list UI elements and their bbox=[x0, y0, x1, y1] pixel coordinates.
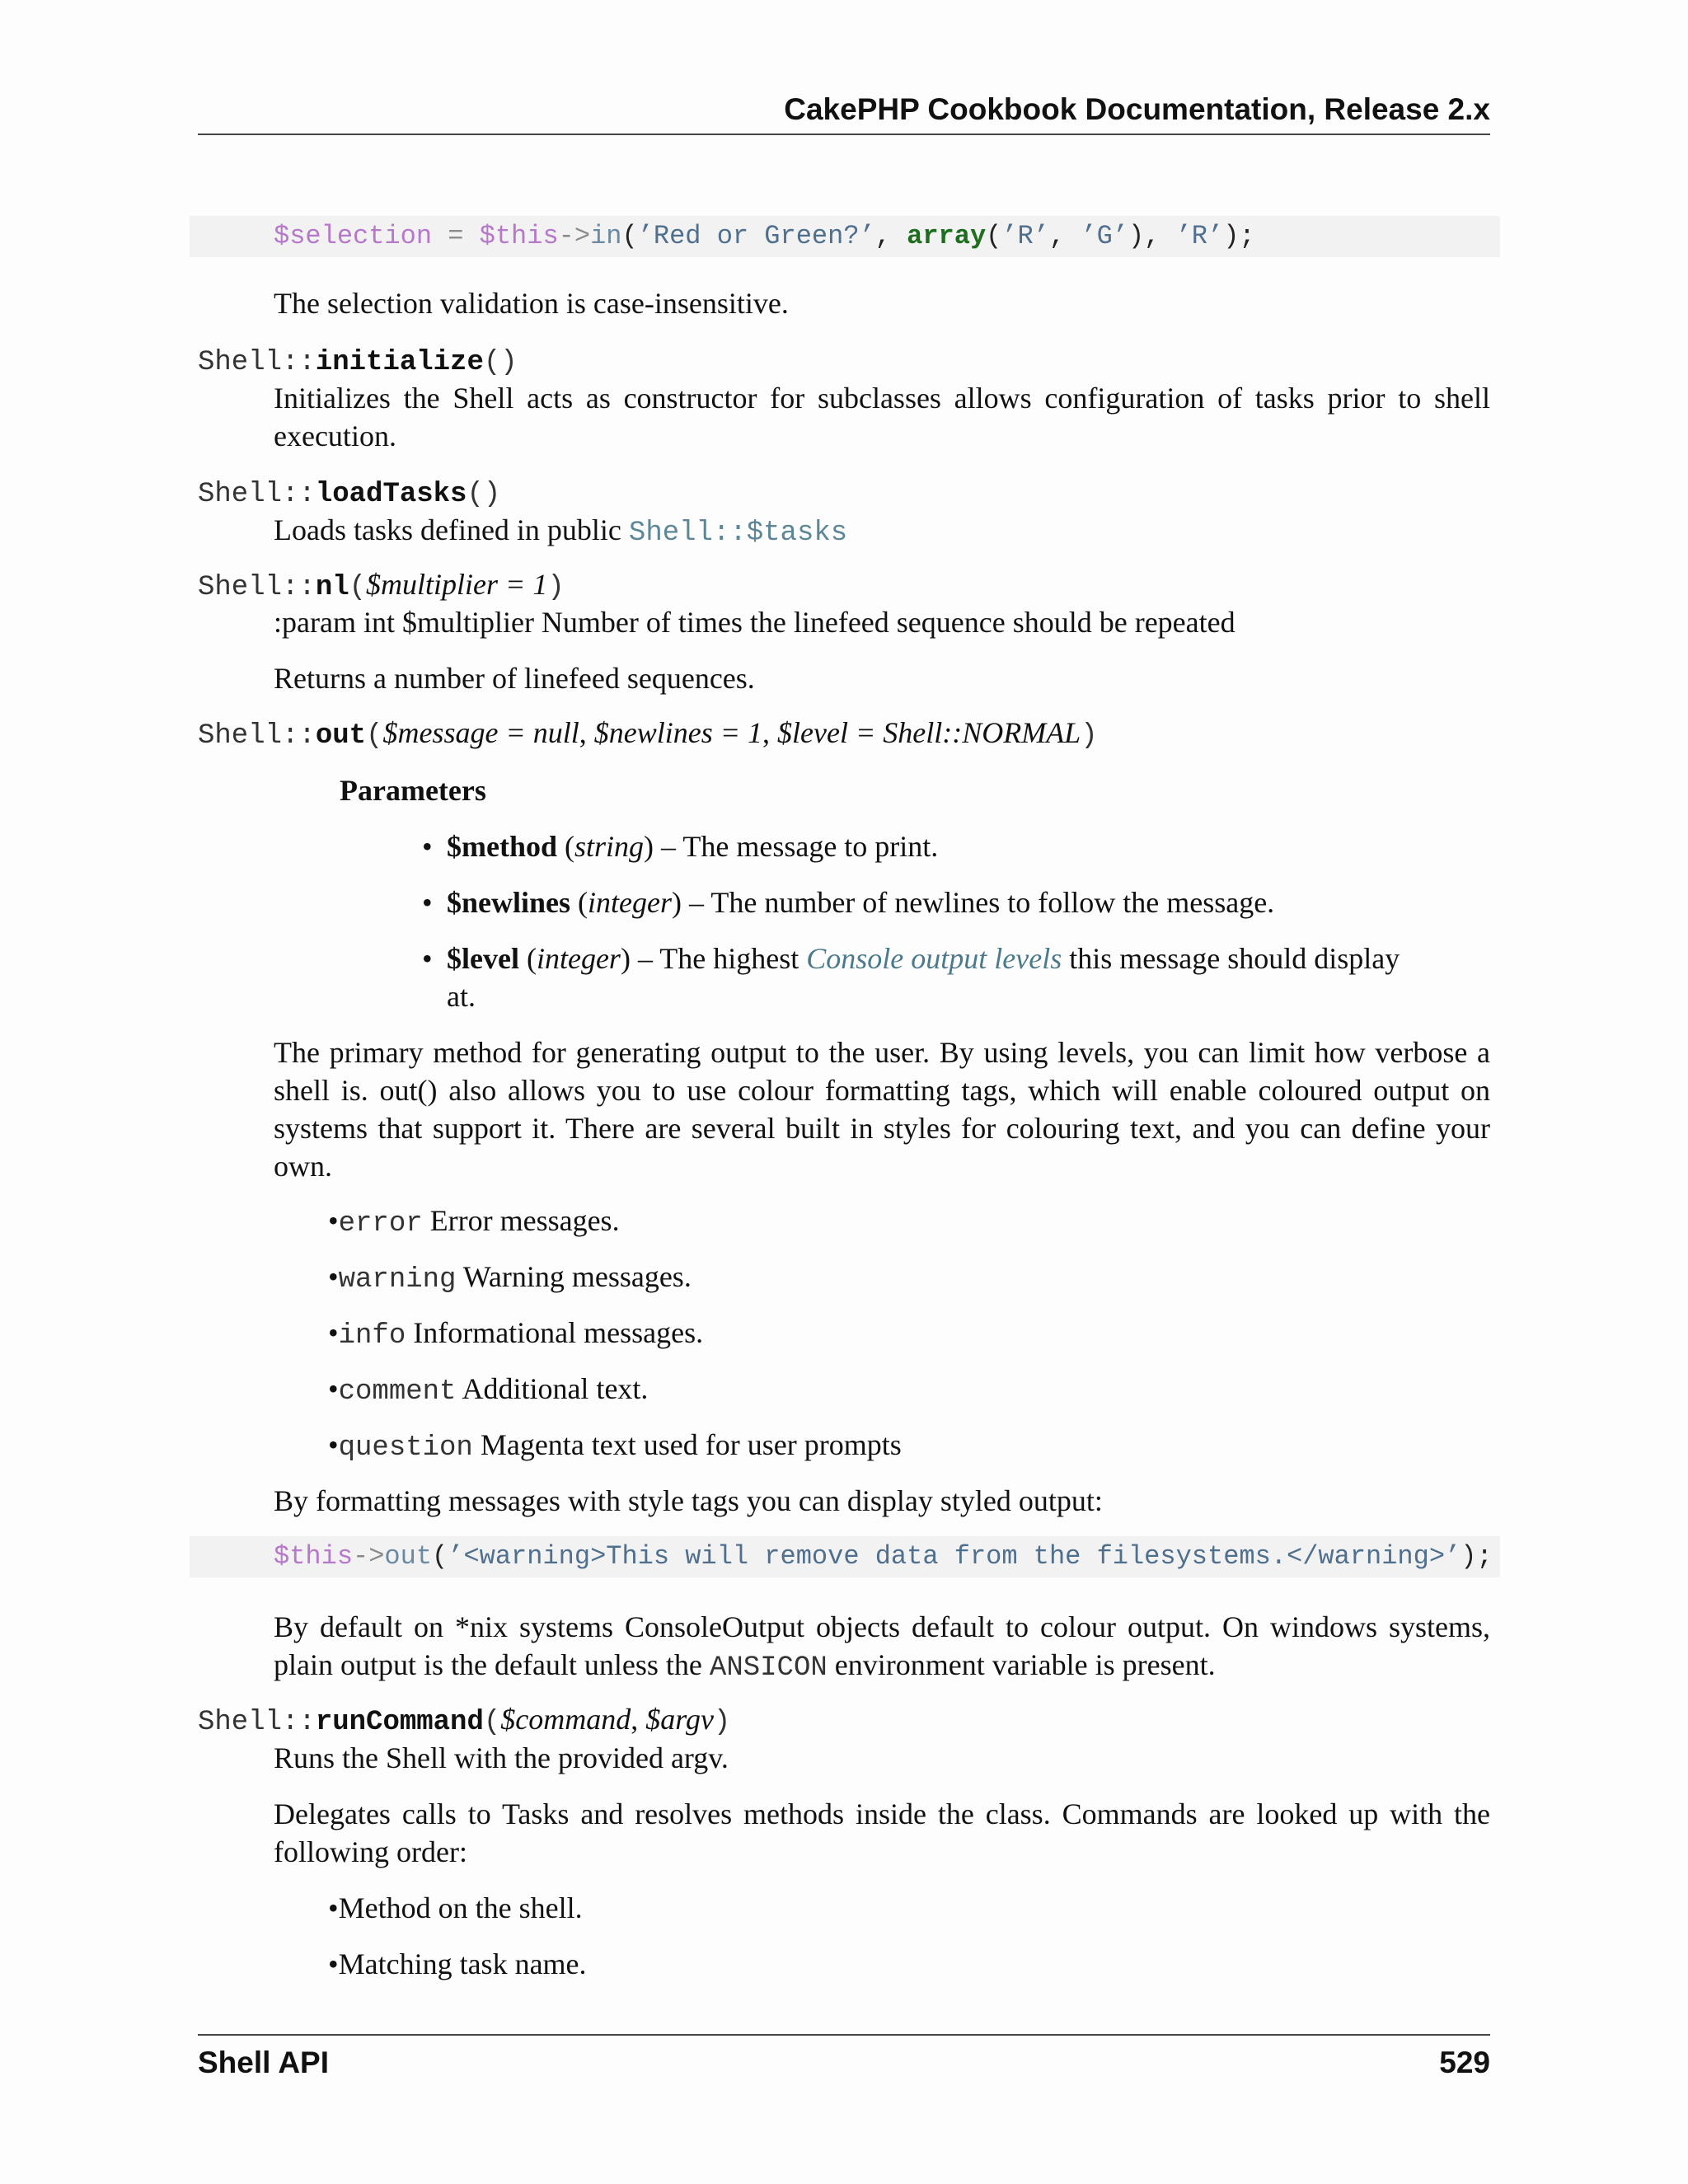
method-name: out bbox=[315, 720, 367, 752]
bullet: • bbox=[328, 1372, 339, 1405]
param-desc: – The message to print. bbox=[654, 830, 939, 863]
class-name: Shell:: bbox=[198, 347, 316, 378]
style-desc: Informational messages. bbox=[406, 1316, 704, 1349]
method-signature-out bbox=[198, 715, 1098, 752]
code-token: ( bbox=[621, 221, 638, 251]
style-tag: warning bbox=[338, 1264, 457, 1296]
description-text: Loads tasks defined in public bbox=[274, 513, 629, 546]
method-args: () bbox=[467, 479, 501, 510]
page-number: 529 bbox=[1439, 2046, 1490, 2079]
method-name: initialize bbox=[315, 347, 484, 378]
method-param: $argv bbox=[645, 1703, 714, 1736]
tasks-link[interactable]: Shell::$tasks bbox=[628, 518, 848, 549]
code-token: = bbox=[432, 221, 480, 251]
paren: ) bbox=[547, 572, 565, 603]
param-desc-continued: at. bbox=[447, 980, 476, 1013]
bullet: • bbox=[328, 1260, 339, 1293]
param-name: $level bbox=[447, 942, 519, 975]
paragraph: The selection validation is case-insensitive. bbox=[274, 287, 789, 320]
paren: ( bbox=[349, 572, 367, 603]
param-type: integer bbox=[588, 886, 672, 919]
style-tag: error bbox=[338, 1208, 423, 1240]
code-token: -> bbox=[558, 221, 591, 251]
style-item bbox=[328, 1258, 692, 1299]
method-signature-nl bbox=[198, 567, 565, 603]
order-item bbox=[328, 1945, 587, 1983]
style-item bbox=[328, 1314, 703, 1355]
paragraph: By formatting messages with style tags you can display styled output: bbox=[274, 1484, 1103, 1517]
code-token: $this bbox=[479, 221, 559, 251]
method-returns: Returns a number of linefeed sequences. bbox=[274, 662, 755, 695]
code-token: ’R’ bbox=[1175, 221, 1224, 251]
code-token: ’<warning>This will remove data from the filesystems.</warning>’ bbox=[448, 1541, 1461, 1572]
bullet: • bbox=[328, 1204, 339, 1237]
style-item bbox=[328, 1370, 648, 1411]
style-item bbox=[328, 1202, 620, 1243]
style-item bbox=[328, 1426, 902, 1467]
separator: , bbox=[631, 1703, 646, 1736]
method-description: Initializes the Shell acts as constructor for subclasses allows configuration of tasks prior to shell execution. bbox=[274, 382, 1490, 452]
method-description: Runs the Shell with the provided argv. bbox=[274, 1741, 729, 1774]
footer-section: Shell API bbox=[198, 2046, 330, 2079]
method-signature-initialize bbox=[198, 342, 518, 378]
param-name: $method bbox=[447, 830, 557, 863]
code-token: ( bbox=[986, 221, 1002, 251]
code-line bbox=[274, 221, 1255, 251]
param-desc: this message should display bbox=[1062, 942, 1400, 975]
param-type: string bbox=[574, 830, 645, 863]
footer-rule bbox=[198, 2034, 1490, 2036]
method-param: $level = Shell::NORMAL bbox=[777, 716, 1081, 749]
running-header: CakePHP Cookbook Documentation, Release 2.x bbox=[784, 92, 1490, 126]
text: plain output is the default unless the bbox=[274, 1648, 710, 1681]
paren: ) bbox=[713, 1707, 731, 1738]
header-rule bbox=[198, 134, 1490, 135]
class-name: Shell:: bbox=[198, 479, 316, 510]
class-name: Shell:: bbox=[198, 1707, 316, 1738]
param-item: • $level (integer) – The highest Console output levels this message should display bbox=[422, 940, 1493, 977]
paren: ( bbox=[366, 720, 383, 752]
code-token: in bbox=[590, 221, 622, 251]
separator: , bbox=[579, 716, 594, 749]
method-description bbox=[274, 511, 847, 552]
parameters-heading: Parameters bbox=[340, 774, 486, 807]
code-token: array bbox=[907, 221, 987, 251]
style-tag: info bbox=[338, 1320, 406, 1352]
bullet: • bbox=[328, 1947, 339, 1980]
bullet: • bbox=[328, 1891, 339, 1924]
code-token: , bbox=[874, 221, 907, 251]
env-var: ANSICON bbox=[709, 1652, 828, 1684]
param-item: • $newlines (integer) – The number of newlines to follow the message. bbox=[422, 883, 1461, 921]
separator: , bbox=[762, 716, 778, 749]
method-param: $newlines = 1 bbox=[593, 716, 763, 749]
code-token: ), bbox=[1128, 221, 1176, 251]
method-signature-runcommand bbox=[198, 1702, 730, 1738]
paragraph: Delegates calls to Tasks and resolves methods inside the class. Commands are looked up with the following order: bbox=[274, 1797, 1490, 1868]
style-tag: comment bbox=[338, 1376, 457, 1408]
code-token: , bbox=[1048, 221, 1081, 251]
method-param: $multiplier = 1 bbox=[366, 568, 548, 601]
bullet: • bbox=[422, 942, 433, 975]
code-token: ); bbox=[1461, 1541, 1493, 1572]
style-tag: question bbox=[338, 1432, 473, 1464]
code-token: ( bbox=[432, 1541, 448, 1572]
code-token: ’R’ bbox=[1001, 221, 1049, 251]
method-signature-loadtasks bbox=[198, 474, 500, 510]
console-output-levels-link[interactable]: Console output levels bbox=[806, 942, 1062, 975]
paren: ( bbox=[483, 1707, 501, 1738]
code-token: $this bbox=[274, 1541, 354, 1572]
method-description: :param int $multiplier Number of times the linefeed sequence should be repeated bbox=[274, 606, 1236, 639]
code-token: ’Red or Green?’ bbox=[637, 221, 875, 251]
bullet: • bbox=[328, 1428, 339, 1461]
method-name: nl bbox=[315, 572, 349, 603]
order-text: Method on the shell. bbox=[338, 1891, 583, 1924]
code-token: ’G’ bbox=[1081, 221, 1128, 251]
param-type: integer bbox=[536, 942, 621, 975]
code-line bbox=[274, 1541, 1493, 1572]
bullet: • bbox=[422, 886, 433, 919]
style-desc: Error messages. bbox=[422, 1204, 620, 1237]
paragraph-line: By default on *nix systems ConsoleOutput objects default to colour output. On windows systems, bbox=[274, 1610, 1490, 1643]
order-item bbox=[328, 1889, 583, 1927]
style-desc: Additional text. bbox=[456, 1372, 649, 1405]
paren: ) bbox=[1081, 720, 1098, 752]
method-args: () bbox=[483, 347, 518, 378]
class-name: Shell:: bbox=[198, 720, 316, 752]
style-desc: Magenta text used for user prompts bbox=[472, 1428, 902, 1461]
order-text: Matching task name. bbox=[338, 1947, 587, 1980]
param-item: • $method (string) – The message to print. bbox=[422, 827, 1461, 865]
bullet: • bbox=[422, 830, 433, 863]
paragraph-line bbox=[274, 1646, 1216, 1687]
paragraph: The primary method for generating output to the user. By using levels, you can limit how verbose a shell is. out() also allows you to use colour formatting tags, which will enable coloured output on systems that support it. There are several built in styles for colouring text, and you can define your own. bbox=[274, 1036, 1490, 1183]
style-desc: Warning messages. bbox=[456, 1260, 692, 1293]
code-token: ); bbox=[1223, 221, 1255, 251]
param-name: $newlines bbox=[447, 886, 571, 919]
param-desc: – The highest bbox=[630, 942, 807, 975]
code-token: -> bbox=[353, 1541, 385, 1572]
param-desc: – The number of newlines to follow the message. bbox=[682, 886, 1275, 919]
text: environment variable is present. bbox=[827, 1648, 1216, 1681]
method-param: $message = null bbox=[382, 716, 579, 749]
code-token: out bbox=[384, 1541, 433, 1572]
method-name: runCommand bbox=[315, 1707, 484, 1738]
method-name: loadTasks bbox=[315, 479, 467, 510]
class-name: Shell:: bbox=[198, 572, 316, 603]
bullet: • bbox=[328, 1316, 339, 1349]
code-token: $selection bbox=[274, 221, 433, 251]
method-param: $command bbox=[500, 1703, 631, 1736]
